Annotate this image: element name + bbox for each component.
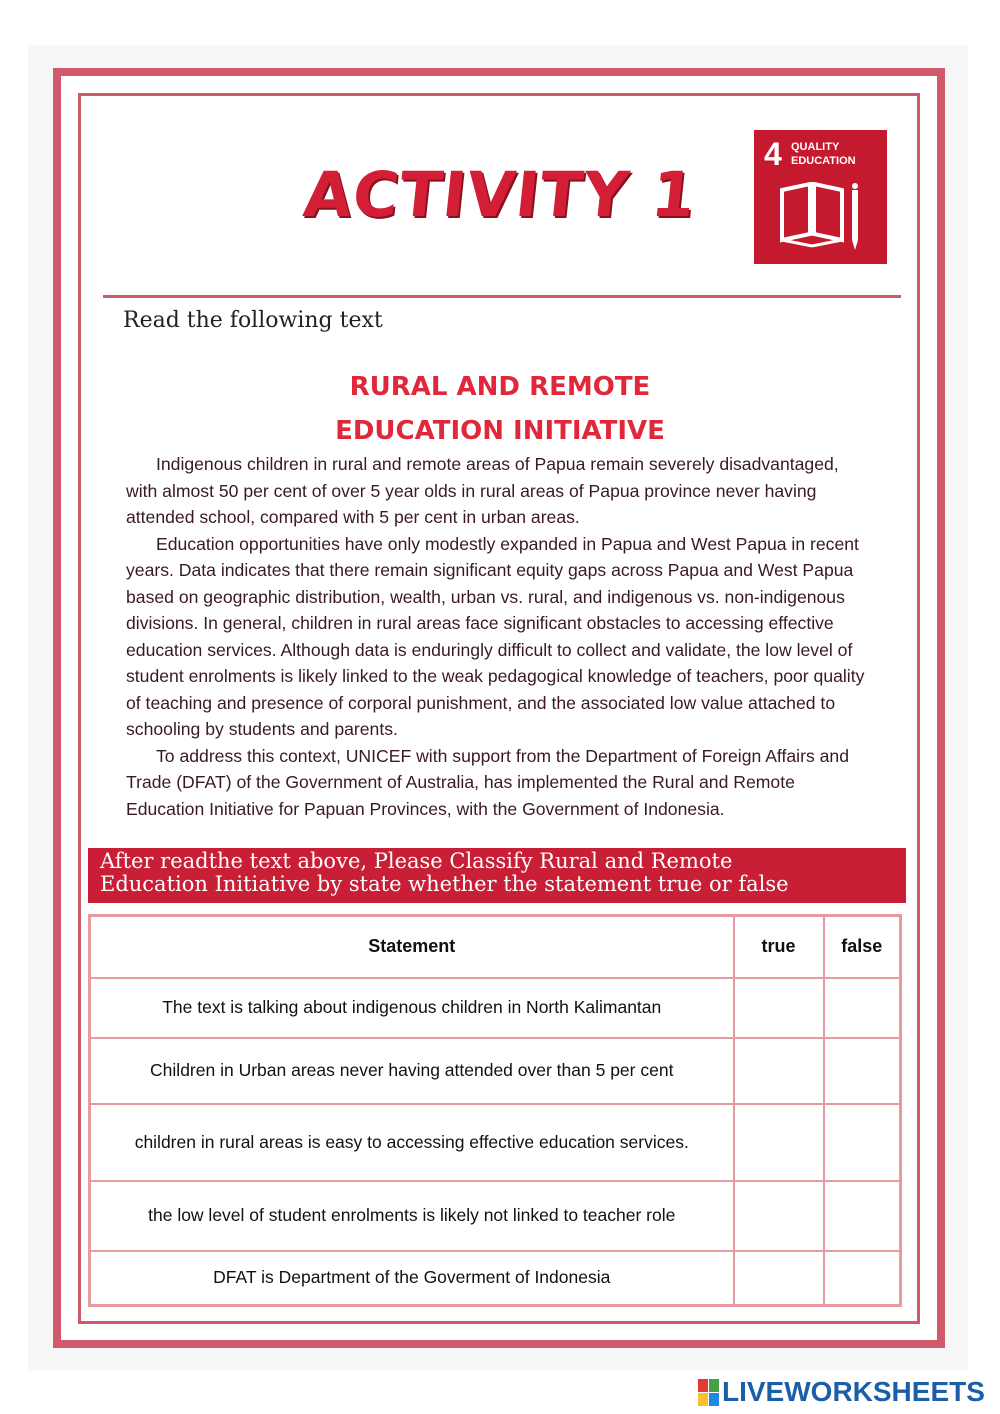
book-pencil-icon (780, 182, 862, 252)
header-statement: Statement (90, 916, 734, 978)
sdg-quality-education-logo (754, 130, 887, 264)
statement-cell: DFAT is Department of the Goverment of Indonesia (90, 1251, 734, 1306)
statement-cell: Children in Urban areas never having attended over than 5 per cent (90, 1038, 734, 1104)
paragraph: Education opportunities have only modestly expanded in Papua and West Papua in recent years. Data indicates that there remain significant equity gaps across Papua and West Papua based on geographic distribution, wealth, urban vs. rural, and indigenous vs. non-indigenous divisions. In general, children in rural areas face significant obstacles to accessing effective education services. Although data is enduringly difficult to collect and validate, the low level of student enrolments is likely linked to the weak pedagogical knowledge of teachers, poor quality of teaching and presence of corporal punishment, and the associated low value attached to schooling by students and parents. (126, 533, 865, 739)
table-header (90, 916, 901, 978)
table-row (90, 1038, 901, 1104)
text-heading-line1: RURAL AND REMOTE (349, 372, 651, 402)
liveworksheets-watermark: LIVEWORKSHEETS (698, 1376, 985, 1408)
paragraph: To address this context, UNICEF with support from the Department of Foreign Affairs and Trade (DFAT) of the Government of Australia, has implemented the Rural and Remote Education Initiative for Papuan Provinces, with the Government of Indonesia. (126, 745, 849, 819)
statement-cell: the low level of student enrolments is likely not linked to teacher role (90, 1181, 734, 1251)
true-answer-cell[interactable] (734, 1181, 824, 1251)
false-answer-cell[interactable] (824, 1251, 901, 1306)
header-true: true (734, 916, 824, 978)
header-false: false (824, 916, 901, 978)
instruction-text: Read the following text (123, 308, 383, 333)
false-answer-cell[interactable] (824, 1038, 901, 1104)
paragraph: Indigenous children in rural and remote areas of Papua remain severely disadvantaged, with almost 50 per cent of over 5 year olds in rural areas of Papua province never having attended school, compared with 5 per cent in urban areas. (126, 454, 839, 527)
table-row (90, 1181, 901, 1251)
divider (103, 295, 901, 298)
table-row (90, 1251, 901, 1306)
true-answer-cell[interactable] (734, 1038, 824, 1104)
table-row (90, 1104, 901, 1181)
false-answer-cell[interactable] (824, 978, 901, 1038)
true-answer-cell[interactable] (734, 1251, 824, 1306)
task-instruction-banner: After readthe text above, Please Classify Rural and Remote Education Initiative by state whether the statement true or false (88, 848, 906, 903)
activity-title: ACTIVITY 1 (300, 158, 700, 231)
sdg-label: QUALITY EDUCATION (791, 141, 856, 167)
false-answer-cell[interactable] (824, 1104, 901, 1181)
liveworksheets-logo-icon (698, 1379, 719, 1406)
true-false-table (88, 914, 902, 1307)
true-answer-cell[interactable] (734, 978, 824, 1038)
statement-cell: The text is talking about indigenous children in North Kalimantan (90, 978, 734, 1038)
false-answer-cell[interactable] (824, 1181, 901, 1251)
sdg-number: 4 (764, 136, 782, 172)
statement-cell: children in rural areas is easy to accessing effective education services. (90, 1104, 734, 1181)
true-answer-cell[interactable] (734, 1104, 824, 1181)
reading-text (126, 451, 871, 822)
table-row (90, 978, 901, 1038)
text-heading-line2: EDUCATION INITIATIVE (335, 416, 665, 446)
